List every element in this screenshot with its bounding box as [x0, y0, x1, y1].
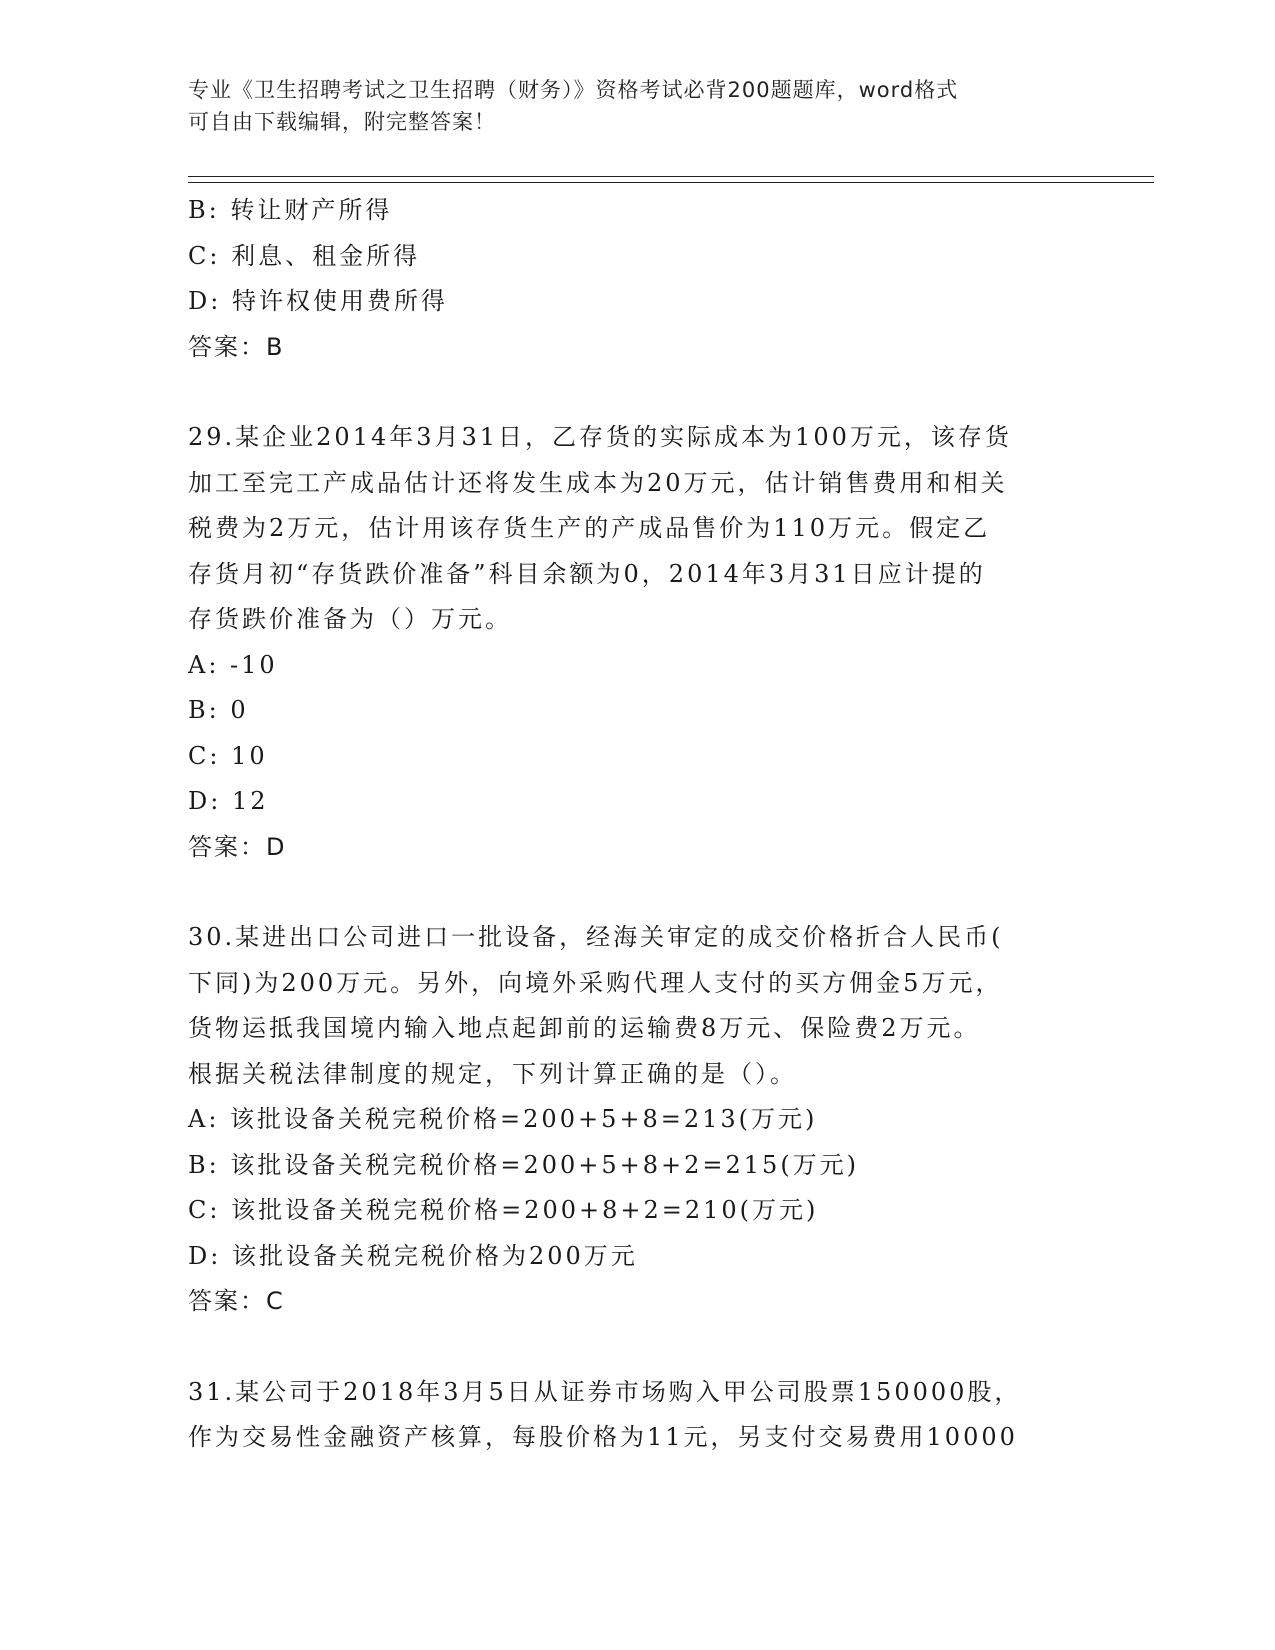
q29-option-b: B: 0	[188, 696, 249, 724]
q28-answer: 答案：B	[188, 332, 285, 361]
q30-option-b: B: 该批设备关税完税价格=200+5+8+2=215(万元)	[188, 1150, 860, 1179]
q30-answer: 答案：C	[188, 1287, 285, 1315]
page-header	[188, 74, 1068, 138]
q31-stem-line: 作为交易性金融资产核算，每股价格为11元，另支付交易费用10000	[188, 1423, 1018, 1451]
q29-stem-line: 存货月初“存货跌价准备”科目余额为0，2014年3月31日应计提的	[188, 559, 986, 588]
spacer	[188, 1325, 1088, 1370]
q29-option-c: C: 10	[188, 741, 268, 770]
spacer	[188, 870, 1088, 915]
question-30	[188, 915, 1088, 1325]
q29-option-d: D: 12	[188, 787, 269, 815]
q29-stem-line: 加工至完工产成品估计还将发生成本为20万元，估计销售费用和相关	[188, 468, 1008, 497]
q29-answer: 答案：D	[188, 832, 287, 861]
q30-stem-line: 30.某进出口公司进口一批设备，经海关审定的成交价格折合人民币(	[188, 923, 1004, 951]
spacer	[188, 370, 1088, 415]
q30-option-d: D: 该批设备关税完税价格为200万元	[188, 1241, 638, 1270]
header-rule-bottom	[188, 182, 1154, 183]
header-line-2: 可自由下载编辑，附完整答案！	[188, 110, 496, 134]
q30-stem-line: 货物运抵我国境内输入地点起卸前的运输费8万元、保险费2万元。	[188, 1014, 981, 1042]
q29-stem-line: 存货跌价准备为（）万元。	[188, 605, 512, 633]
question-28-tail	[188, 188, 1088, 370]
q30-stem-line: 下同)为200万元。另外，向境外采购代理人支付的买方佣金5万元，	[188, 968, 1003, 997]
question-29	[188, 415, 1088, 870]
header-line-1: 专业《卫生招聘考试之卫生招聘（财务）》资格考试必背200题题库，word格式	[188, 78, 959, 102]
question-31	[188, 1370, 1088, 1461]
q28-option-c: C: 利息、租金所得	[188, 241, 421, 270]
header-rule-top	[188, 176, 1154, 177]
q29-stem-line: 税费为2万元，估计用该存货生产的产成品售价为110万元。假定乙	[188, 514, 991, 542]
q30-stem-line: 根据关税法律制度的规定，下列计算正确的是（）。	[188, 1059, 797, 1088]
q28-option-d: D: 特许权使用费所得	[188, 287, 448, 315]
q29-option-a: A: -10	[188, 650, 278, 679]
q30-option-c: C: 该批设备关税完税价格=200+8+2=210(万元)	[188, 1196, 819, 1224]
q28-option-b: B: 转让财产所得	[188, 196, 393, 224]
question-content	[188, 188, 1088, 1461]
q29-stem-line: 29.某企业2014年3月31日，乙存货的实际成本为100万元，该存货	[188, 423, 1012, 451]
q30-option-a: A: 该批设备关税完税价格=200+5+8=213(万元)	[188, 1105, 818, 1133]
q31-stem-line: 31.某公司于2018年3月5日从证券市场购入甲公司股票150000股，	[188, 1377, 1022, 1406]
